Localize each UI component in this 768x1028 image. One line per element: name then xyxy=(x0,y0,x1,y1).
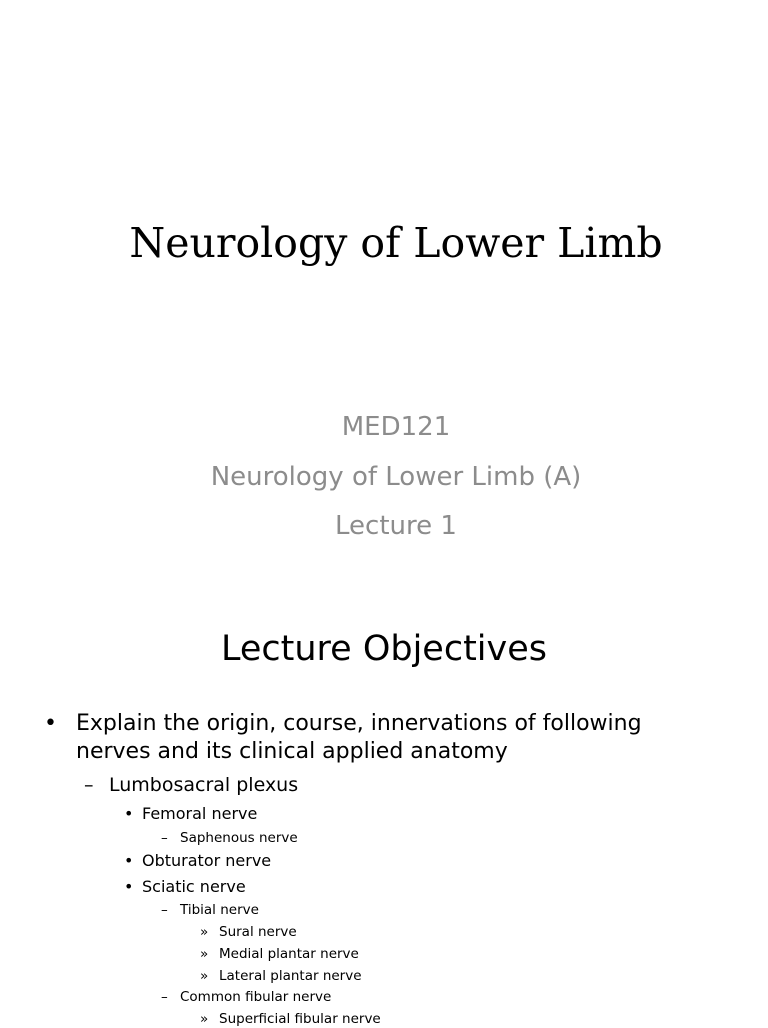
chevron-marker: » xyxy=(200,946,209,962)
item-text: Lumbosacral plexus xyxy=(109,774,299,796)
bullet-marker: • xyxy=(124,851,134,870)
objectives-heading: Lecture Objectives xyxy=(220,629,548,669)
item-text: Sural nerve xyxy=(219,924,297,940)
slide-title: Neurology of Lower Limb xyxy=(129,219,663,267)
chevron-marker: » xyxy=(200,968,209,984)
bullet-marker: • xyxy=(44,711,57,736)
item-text: Tibial nerve xyxy=(180,902,259,918)
dash-marker: – xyxy=(161,830,168,846)
course-code: MED121 xyxy=(341,412,451,442)
lecture-topic: Neurology of Lower Limb (A) xyxy=(210,462,582,492)
dash-marker: – xyxy=(84,774,94,796)
dash-marker: – xyxy=(161,902,168,918)
objective-text-continued: nerves and its clinical applied anatomy xyxy=(76,739,508,764)
lecture-number: Lecture 1 xyxy=(335,511,457,541)
item-text: Lateral plantar nerve xyxy=(219,968,362,984)
item-text: Obturator nerve xyxy=(142,851,272,870)
bullet-marker: • xyxy=(124,877,134,896)
item-text: Femoral nerve xyxy=(142,804,258,823)
item-text: Sciatic nerve xyxy=(142,877,246,896)
item-text: Common fibular nerve xyxy=(180,989,332,1005)
dash-marker: – xyxy=(161,989,168,1005)
objective-text: Explain the origin, course, innervations of following xyxy=(76,711,642,736)
bullet-marker: • xyxy=(124,804,134,823)
item-text: Saphenous nerve xyxy=(180,830,298,846)
objectives-slide xyxy=(0,576,768,1027)
chevron-marker: » xyxy=(200,924,209,940)
chevron-marker: » xyxy=(200,1011,209,1027)
item-text: Medial plantar nerve xyxy=(219,946,359,962)
item-text: Superficial fibular nerve xyxy=(219,1011,381,1027)
